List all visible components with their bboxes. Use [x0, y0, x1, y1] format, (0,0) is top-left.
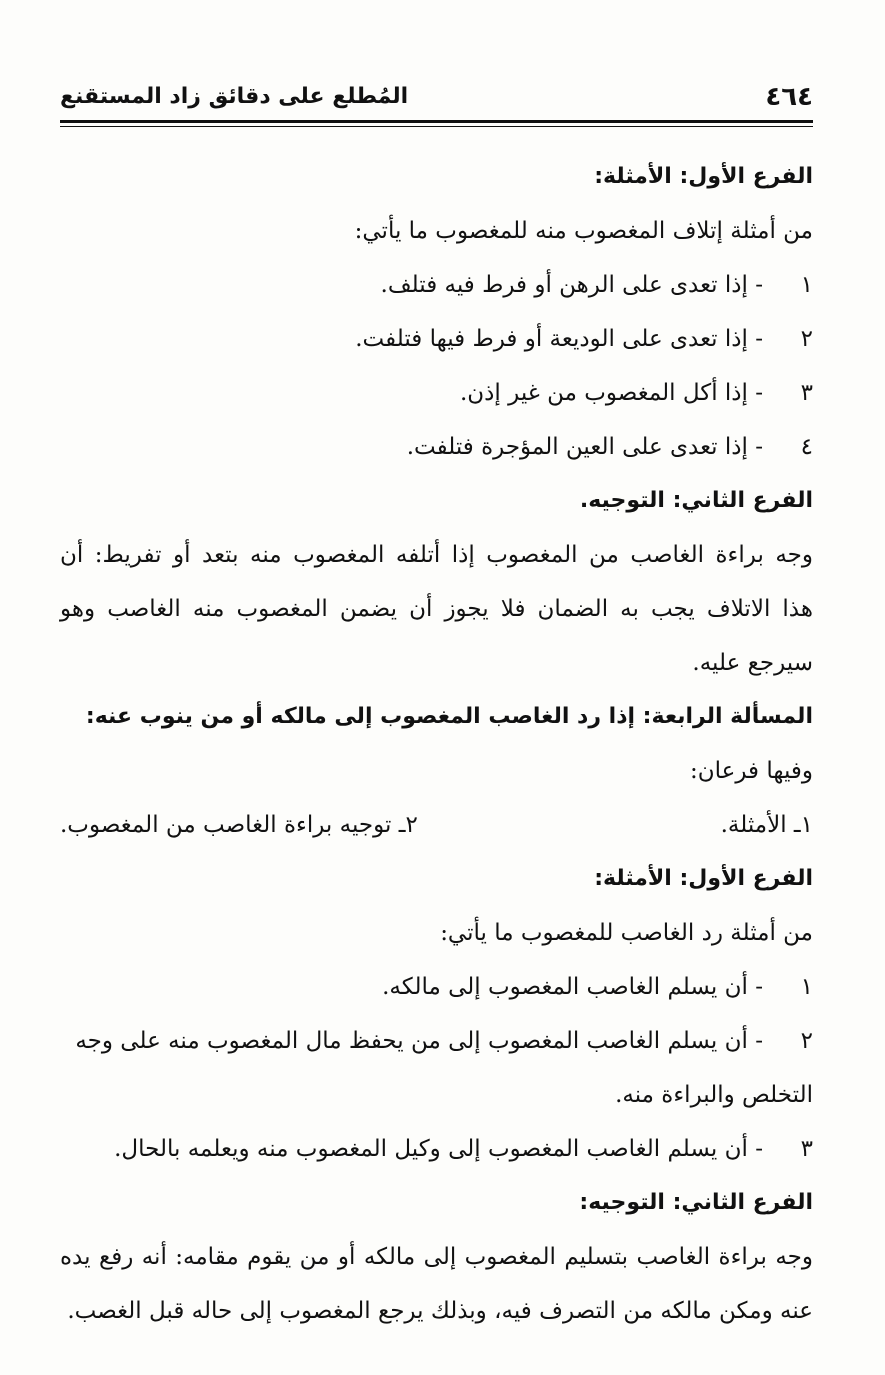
- list-item: [60, 312, 813, 366]
- list-item-number: ٤: [800, 434, 813, 460]
- list-item-number: ١: [800, 974, 813, 1000]
- page-number: ٤٦٤: [765, 82, 813, 112]
- list-item-text: - أن يسلم الغاصب المغصوب إلى وكيل المغصوب منه ويعلمه بالحال.: [114, 1136, 763, 1162]
- branch-two: ٢ـ توجيه براءة الغاصب من المغصوب.: [60, 812, 418, 838]
- list-item-text: - إذا تعدى على الوديعة أو فرط فيها فتلفت.: [355, 326, 763, 352]
- paragraph-line: التخلص والبراءة منه.: [615, 1082, 813, 1108]
- list-item-number: ٢: [800, 1028, 813, 1054]
- list-item-text: - إذا أكل المغصوب من غير إذن.: [459, 380, 763, 406]
- branches-row: [60, 798, 813, 852]
- list-item: [60, 1122, 813, 1176]
- list-item: [60, 960, 813, 1014]
- paragraph-line: هذا الاتلاف يجب به الضمان فلا يجوز أن يضمن المغصوب منه الغاصب وهو: [60, 596, 813, 622]
- section-heading: الفرع الأول: الأمثلة:: [594, 866, 813, 891]
- list-item-number: ٢: [800, 326, 813, 352]
- header-rule-thin: [60, 126, 813, 127]
- book-title: المُطلع على دقائق زاد المستقنع: [60, 84, 409, 109]
- list-item: [60, 366, 813, 420]
- page-header: [60, 82, 813, 122]
- paragraph-line: سيرجع عليه.: [692, 650, 813, 676]
- list-item-text: - أن يسلم الغاصب المغصوب إلى مالكه.: [382, 974, 763, 1000]
- paragraph-line: من أمثلة إتلاف المغصوب منه للمغصوب ما يأتي:: [354, 218, 813, 244]
- page-body: [60, 150, 813, 1338]
- list-item-text: - أن يسلم الغاصب المغصوب إلى من يحفظ مال المغصوب منه على وجه: [75, 1028, 763, 1054]
- list-item-number: ١: [800, 272, 813, 298]
- paragraph-line: من أمثلة رد الغاصب للمغصوب ما يأتي:: [440, 920, 813, 946]
- paragraph-line: وجه براءة الغاصب بتسليم المغصوب إلى مالكه أو من يقوم مقامه: أنه رفع يده: [60, 1244, 813, 1270]
- paragraph-line: وجه براءة الغاصب من المغصوب إذا أتلفه المغصوب منه بتعد أو تفريط: أن: [60, 542, 813, 568]
- section-heading: الفرع الأول: الأمثلة:: [594, 164, 813, 189]
- list-item: [60, 420, 813, 474]
- list-item-number: ٣: [800, 380, 813, 406]
- list-item-number: ٣: [800, 1136, 813, 1162]
- list-item-text: - إذا تعدى على الرهن أو فرط فيه فتلف.: [380, 272, 763, 298]
- paragraph-line: وفيها فرعان:: [689, 758, 813, 784]
- section-heading: الفرع الثاني: التوجيه:: [579, 1190, 813, 1215]
- section-heading: الفرع الثاني: التوجيه.: [579, 488, 813, 513]
- list-item: [60, 258, 813, 312]
- header-rule-thick: [60, 120, 813, 123]
- list-item: [60, 1014, 813, 1068]
- paragraph-line: عنه ومكن مالكه من التصرف فيه، وبذلك يرجع المغصوب إلى حاله قبل الغصب.: [67, 1298, 813, 1324]
- issue-heading: المسألة الرابعة: إذا رد الغاصب المغصوب إلى مالكه أو من ينوب عنه:: [85, 704, 813, 729]
- list-item-text: - إذا تعدى على العين المؤجرة فتلفت.: [406, 434, 763, 460]
- branch-one: ١ـ الأمثلة.: [720, 812, 813, 838]
